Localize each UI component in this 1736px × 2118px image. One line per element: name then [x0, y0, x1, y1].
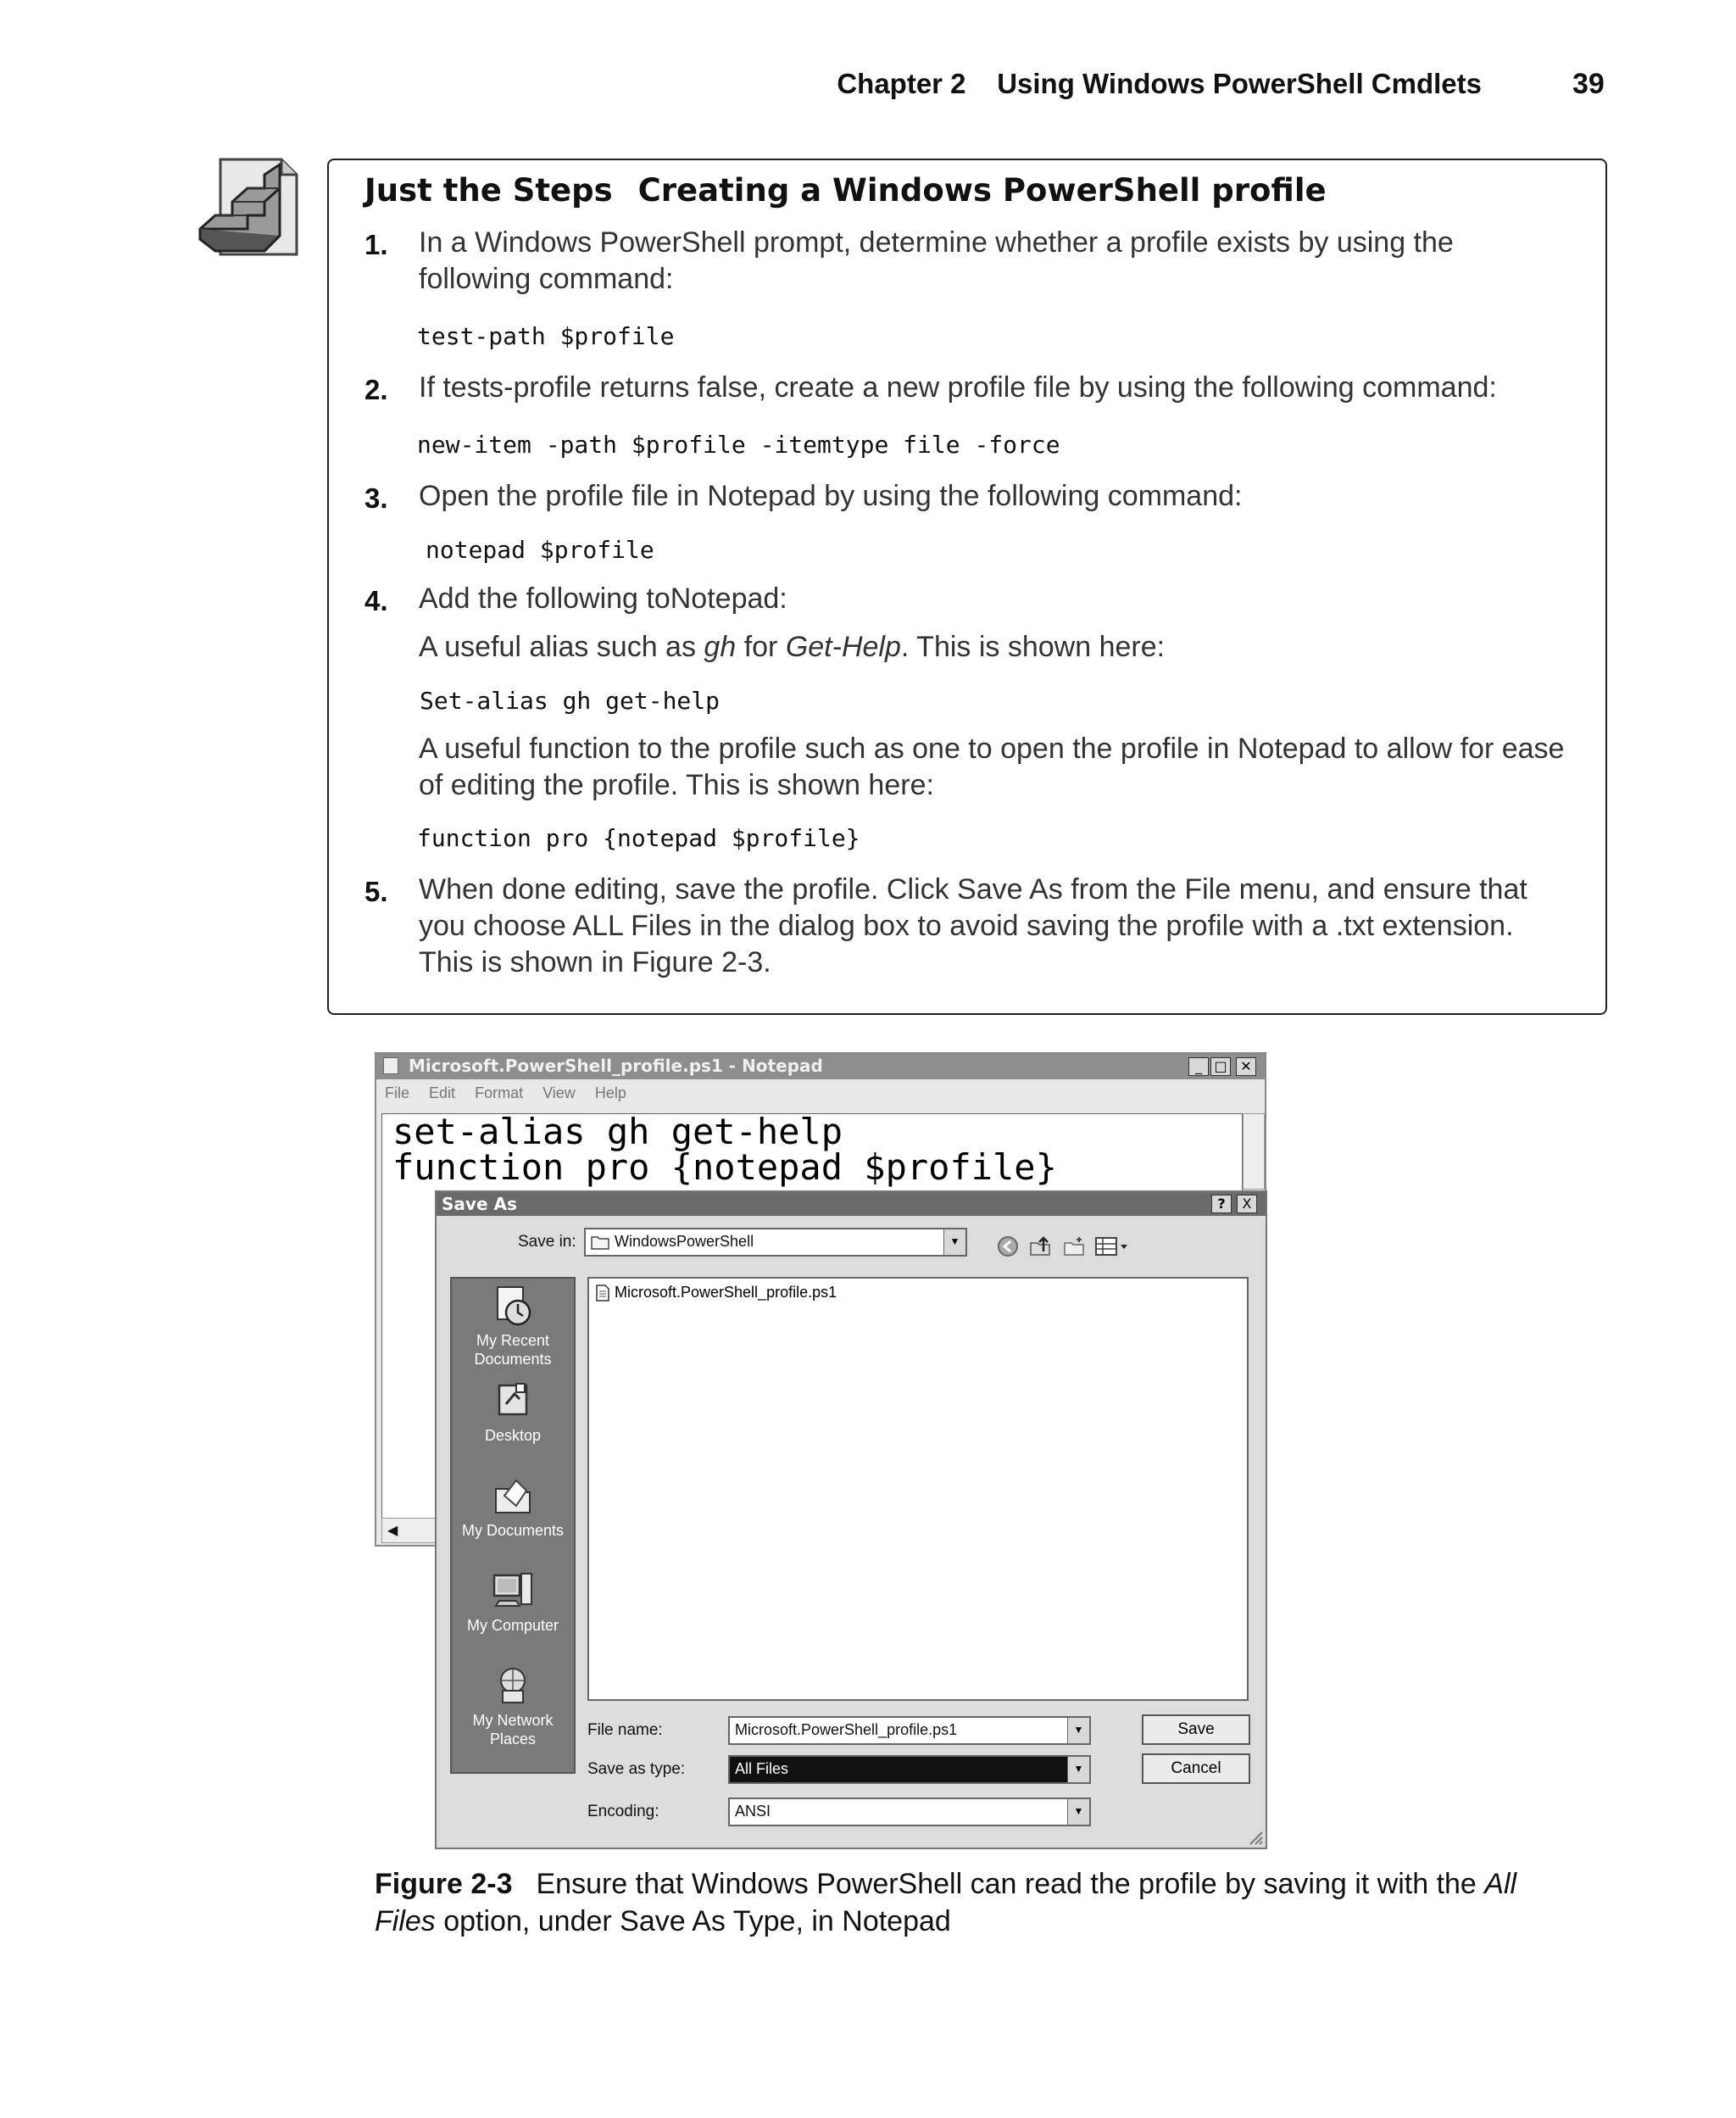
save-as-titlebar[interactable]: [437, 1192, 1266, 1216]
new-folder-icon[interactable]: [1062, 1235, 1086, 1258]
step-3-number: 3.: [364, 482, 388, 514]
step-4-alias-code: Set-alias gh get-help: [420, 687, 721, 715]
place-my-recent-documents[interactable]: [452, 1284, 574, 1368]
caption-emphasis: All Files: [375, 1868, 1517, 1937]
step-4-function-code: function pro {notepad $profile}: [417, 824, 860, 852]
chapter-title: Chapter 2 Using Windows PowerShell Cmdlets: [837, 68, 1482, 99]
maximize-icon[interactable]: □: [1210, 1057, 1231, 1076]
notepad-app-icon: [383, 1057, 398, 1074]
step-2-code: new-item -path $profile -itemtype file -force: [417, 431, 1060, 459]
save-in-dropdown[interactable]: [584, 1228, 967, 1257]
save-in-label: Save in:: [518, 1233, 576, 1251]
step-4-function-text: A useful function to the profile such as one to open the profile in Notepad to allow for ease of editing the profile. This is shown here:: [419, 733, 1565, 801]
step-1-number: 1.: [364, 229, 388, 260]
file-item[interactable]: [596, 1284, 837, 1301]
chevron-down-icon[interactable]: ▼: [943, 1229, 965, 1255]
menu-edit[interactable]: Edit: [429, 1084, 456, 1101]
save-as-title: Save As: [442, 1194, 517, 1214]
save-in-value: WindowsPowerShell: [615, 1233, 754, 1250]
step-4-alias-text: [419, 629, 1572, 666]
step-1-code: test-path $profile: [417, 322, 675, 350]
folder-icon: [591, 1235, 609, 1250]
file-list[interactable]: [587, 1277, 1249, 1701]
encoding-dropdown[interactable]: [728, 1798, 1091, 1826]
step-5-number: 5.: [364, 876, 388, 907]
menu-format[interactable]: Format: [475, 1084, 524, 1101]
stairs-icon: [197, 156, 300, 258]
step-4-text: Add the following toNotepad:: [419, 582, 787, 615]
box-label: Just the Steps: [364, 172, 613, 209]
places-bar: [450, 1277, 576, 1774]
step-5-text: When done editing, save the profile. Click Save As from the File menu, and ensure that you choose ALL Files in the dialog box to avoid saving the profile with a .txt extension. This is shown in Figure 2-3.: [419, 873, 1527, 978]
step-3-code: notepad $profile: [426, 536, 654, 564]
alias-target: Get-Help: [785, 631, 901, 663]
notepad-title: Microsoft.PowerShell_profile.ps1 - Notepad: [409, 1056, 823, 1076]
alias-name: gh: [704, 631, 737, 663]
step-2-number: 2.: [364, 374, 388, 405]
close-icon[interactable]: ✕: [1236, 1057, 1256, 1076]
place-my-network-places[interactable]: [452, 1664, 574, 1748]
editor-line-2: function pro {notepad $profile}: [392, 1146, 1057, 1188]
close-icon[interactable]: X: [1237, 1195, 1257, 1213]
views-menu-icon[interactable]: [1094, 1235, 1132, 1258]
step-1-text: In a Windows PowerShell prompt, determine whether a profile exists by using the following command:: [419, 226, 1454, 295]
scroll-left-icon[interactable]: ◀: [387, 1522, 398, 1538]
recent-documents-icon: [491, 1284, 535, 1328]
place-label: My Computer: [466, 1617, 559, 1634]
box-heading: Creating a Windows PowerShell profile: [637, 172, 1327, 209]
desktop-icon: [491, 1379, 535, 1423]
file-item-name: Microsoft.PowerShell_profile.ps1: [615, 1284, 837, 1301]
save-as-type-dropdown[interactable]: [728, 1755, 1091, 1784]
caption-text-1: Ensure that Windows PowerShell can read the profile by saving it with the: [536, 1868, 1485, 1900]
alias-text-mid: for: [736, 631, 786, 663]
save-as-type-label: Save as type:: [587, 1760, 686, 1778]
encoding-label: Encoding:: [587, 1803, 659, 1820]
resize-grip-icon[interactable]: [1245, 1827, 1264, 1846]
running-header: [0, 68, 1736, 110]
place-my-documents[interactable]: [452, 1474, 574, 1540]
step-4-number: 4.: [364, 585, 388, 616]
caption-text-2: option, under Save As Type, in Notepad: [435, 1905, 951, 1937]
step-2-text: If tests-profile returns false, create a new profile file by using the following command:: [419, 371, 1497, 404]
place-label: Desktop: [484, 1427, 542, 1444]
text-file-icon: [596, 1285, 609, 1301]
editor-line-1: set-alias gh get-help: [392, 1111, 843, 1152]
menu-file[interactable]: File: [385, 1084, 410, 1101]
alias-text-pre: A useful alias such as: [419, 631, 704, 663]
save-as-type-value: All Files: [735, 1760, 789, 1777]
page-number: 39: [1572, 68, 1605, 100]
chevron-down-icon[interactable]: ▼: [1067, 1799, 1089, 1825]
save-button[interactable]: Save: [1142, 1714, 1250, 1745]
place-my-computer[interactable]: [452, 1569, 574, 1635]
file-name-value: Microsoft.PowerShell_profile.ps1: [735, 1721, 958, 1738]
place-label: My Recent Documents: [474, 1332, 552, 1368]
box-title: [364, 172, 1327, 209]
chevron-down-icon[interactable]: ▼: [1067, 1718, 1089, 1743]
notepad-menubar: [385, 1084, 642, 1105]
notepad-titlebar[interactable]: [376, 1054, 1265, 1079]
back-icon[interactable]: [996, 1235, 1020, 1258]
alias-text-post: . This is shown here:: [900, 631, 1166, 663]
menu-view[interactable]: View: [542, 1084, 576, 1101]
figure-caption: [375, 1865, 1578, 1940]
place-label: My Network Places: [472, 1712, 554, 1747]
step-3-text: Open the profile file in Notepad by using the following command:: [419, 480, 1243, 512]
help-icon[interactable]: ?: [1211, 1195, 1232, 1213]
my-computer-icon: [491, 1569, 535, 1613]
menu-help[interactable]: Help: [594, 1084, 626, 1101]
my-documents-icon: [491, 1474, 535, 1518]
encoding-value: ANSI: [735, 1803, 771, 1820]
file-name-input[interactable]: [728, 1716, 1091, 1745]
cancel-button[interactable]: Cancel: [1142, 1753, 1250, 1784]
file-name-label: File name:: [587, 1721, 663, 1739]
up-folder-icon[interactable]: [1028, 1235, 1052, 1258]
network-places-icon: [491, 1664, 535, 1708]
place-desktop[interactable]: [452, 1379, 574, 1445]
figure-label: Figure 2-3: [375, 1868, 513, 1900]
save-as-dialog: [435, 1190, 1267, 1849]
place-label: My Documents: [461, 1522, 565, 1539]
vertical-scrollbar[interactable]: [1243, 1113, 1265, 1190]
minimize-icon[interactable]: _: [1188, 1057, 1209, 1076]
chevron-down-icon[interactable]: ▼: [1067, 1757, 1089, 1782]
